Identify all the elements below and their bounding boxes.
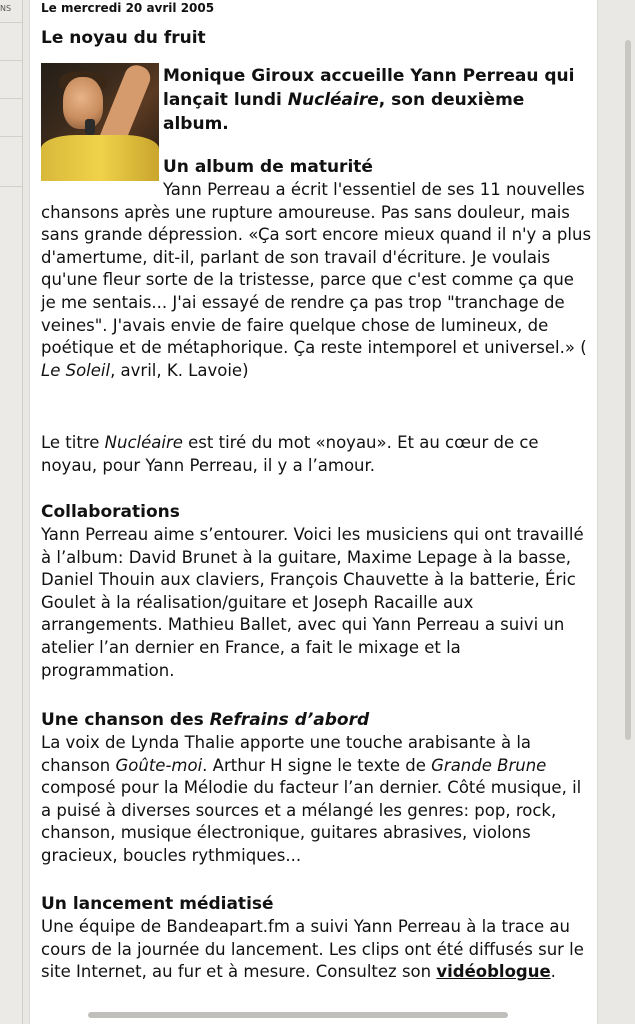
section-refrains bbox=[41, 709, 593, 868]
videoblogue-link[interactable]: vidéoblogue bbox=[436, 962, 551, 982]
paragraph-maturite: Yann Perreau a écrit l'essentiel de ses 11 nouvelles chansons après une rupture amoureuse. Pas sans douleur, mais sans grande dépression. «Ça sort encore mieux quand il n'y a plus d'amertume, dit-il, parlant de son travail d'écriture. Je voulais qu'une fleur sorte de la tristesse, parce que c'est comme ça que je me sentais... J'ai essayé de rendre ça pas trop "tranchage de veines". J'avais envie de faire quelque chose de lumineux, de poétique et de métaphorique. Ça reste intemporel et universel.» ( Le Soleil, avril, K. Lavoie) bbox=[41, 180, 592, 380]
paragraph-nucleaire: Le titre Nucléaire est tiré du mot «noyau». Et au cœur de ce noyau, pour Yann Perreau, il y a l’amour. bbox=[41, 433, 539, 475]
section-heading-collaborations: Collaborations bbox=[41, 502, 180, 522]
section-lancement bbox=[41, 893, 593, 984]
article-panel bbox=[29, 0, 598, 1024]
photo-shirt bbox=[41, 135, 159, 181]
sidebar-divider bbox=[0, 136, 22, 137]
paragraph-lancement: Une équipe de Bandeapart.fm a suivi Yann Perreau à la trace au cours de la journée du lancement. Les clips ont été diffusés sur le site Internet, au fur et à mesure. Consultez son vidéoblogue. bbox=[41, 917, 584, 982]
paragraph-collaborations: Yann Perreau aime s’entourer. Voici les musiciens qui ont travaillé à l’album: David Brunet à la guitare, Maxime Lepage à la basse, Daniel Thouin aux claviers, François Chauvette à la batterie, Éric Goulet à la réalisation/guitare et Joseph Racaille aux arrangements. Mathieu Ballet, avec qui Yann Perreau a suivi un atelier l’an dernier en France, a fait le mixage et la programmation. bbox=[41, 525, 584, 680]
section-heading-maturite: Un album de maturité bbox=[163, 157, 373, 177]
section-collaborations bbox=[41, 501, 593, 682]
sidebar-divider bbox=[0, 22, 22, 23]
article bbox=[41, 0, 593, 982]
paragraph-refrains: La voix de Lynda Thalie apporte une touche arabisante à la chanson Goûte-moi. Arthur H signe le texte de Grande Brune composé pour la Mélodie du facteur l’an dernier. Côté musique, il a puisé à diverses sources et a mélangé les genres: pop, rock, chanson, musique électronique, guitares abrasives, violons gracieux, boucles rythmiques... bbox=[41, 733, 582, 865]
home-indicator bbox=[88, 1012, 508, 1018]
article-date: Le mercredi 20 avril 2005 bbox=[41, 1, 215, 15]
microphone-icon bbox=[85, 119, 95, 135]
sidebar-divider bbox=[0, 60, 22, 61]
article-lead: Monique Giroux accueille Yann Perreau qui lançait lundi Nucléaire, son deuxième album. bbox=[163, 66, 575, 134]
artist-photo bbox=[41, 63, 159, 181]
sidebar-label: NS bbox=[0, 4, 12, 13]
sidebar-divider bbox=[0, 98, 22, 99]
photo-face bbox=[63, 77, 103, 129]
left-sidebar bbox=[0, 0, 23, 1024]
article-title: Le noyau du fruit bbox=[41, 28, 206, 48]
scrollbar-thumb[interactable] bbox=[625, 40, 631, 740]
section-heading-lancement: Un lancement médiatisé bbox=[41, 894, 274, 914]
section-heading-refrains: Une chanson des Refrains d’abord bbox=[41, 710, 370, 730]
sidebar-divider bbox=[0, 186, 22, 187]
